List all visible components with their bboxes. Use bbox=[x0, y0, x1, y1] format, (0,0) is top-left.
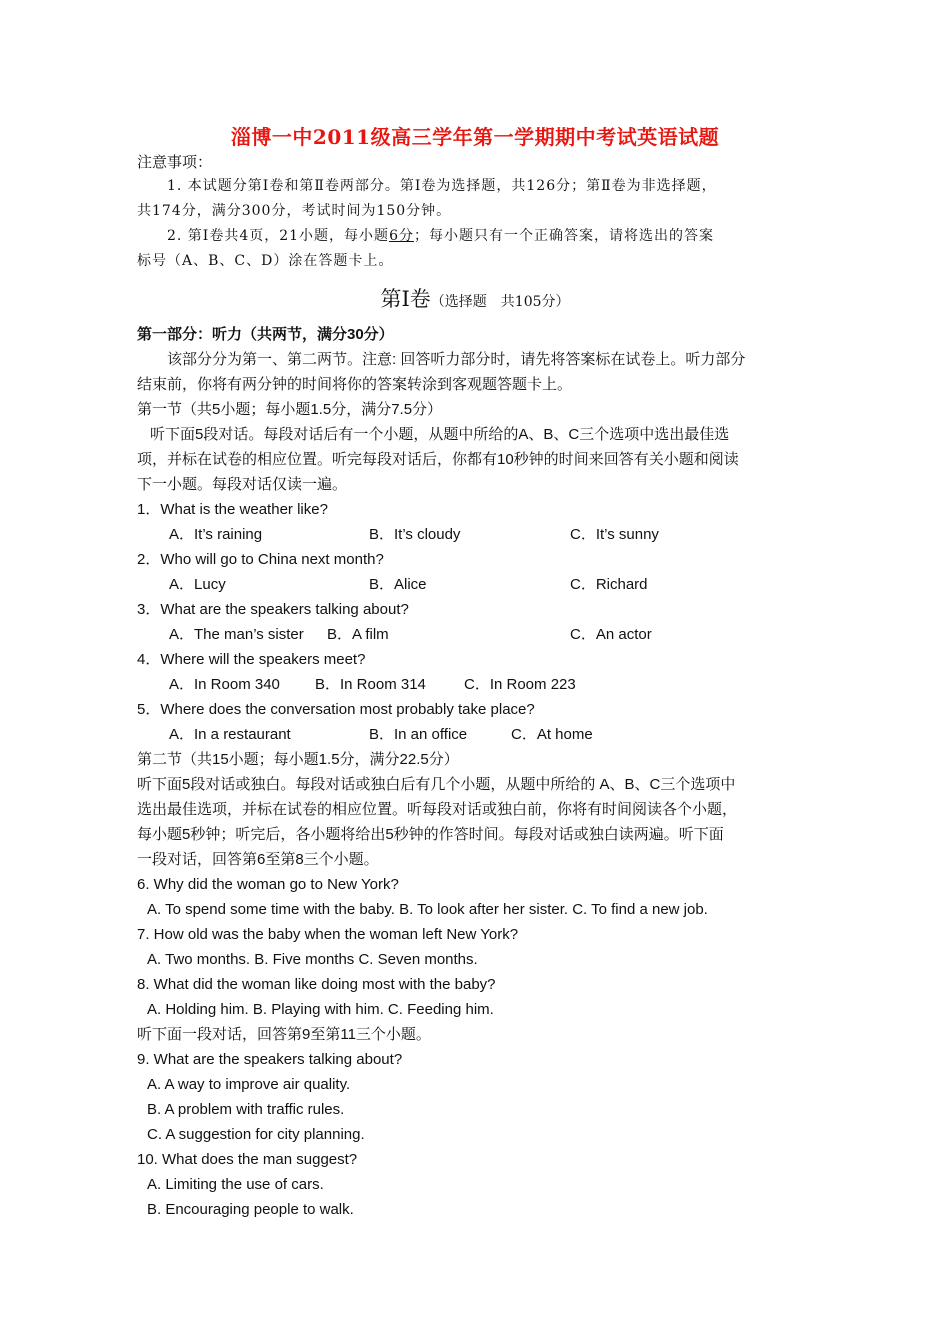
q4-option-b: B．In Room 314 bbox=[315, 676, 426, 693]
volume-heading-small: （选择题 共105分） bbox=[430, 294, 570, 310]
q9-option-b: B. A problem with traffic rules. bbox=[147, 1101, 345, 1118]
question-5-stem: 5．Where does the conversation most probably take place? bbox=[137, 701, 535, 718]
section1-para-3: 下一小题。每段对话仅读一遍。 bbox=[137, 476, 348, 493]
section2-para-4: 一段对话，回答第6至第8三个小题。 bbox=[137, 851, 379, 868]
q9-option-a: A. A way to improve air quality. bbox=[147, 1076, 351, 1093]
q5-option-a: A．In a restaurant bbox=[169, 726, 291, 743]
q10-option-b: B. Encouraging people to walk. bbox=[147, 1201, 354, 1218]
q4-option-a: A．In Room 340 bbox=[169, 676, 280, 693]
notice-line-3-a: 2. 第Ⅰ卷共4页，21小题，每小题 bbox=[167, 228, 390, 244]
section1-heading: 第一节（共5小题；每小题1.5分，满分7.5分） bbox=[137, 401, 443, 418]
notice-heading: 注意事项： bbox=[137, 154, 213, 171]
question-4-stem: 4．Where will the speakers meet? bbox=[137, 651, 366, 668]
question-3-stem: 3．What are the speakers talking about? bbox=[137, 601, 409, 618]
section3-intro: 听下面一段对话，回答第9至第11三个小题。 bbox=[137, 1026, 431, 1043]
question-7-stem: 7. How old was the baby when the woman left New York? bbox=[137, 926, 519, 943]
q10-option-a: A. Limiting the use of cars. bbox=[147, 1176, 324, 1193]
section2-para-2: 选出最佳选项，并标在试卷的相应位置。听每段对话或独白前，你将有时间阅读各个小题， bbox=[137, 801, 738, 818]
part1-heading: 第一部分：听力（共两节，满分30分） bbox=[137, 326, 394, 343]
q3-option-b: B．A film bbox=[327, 626, 389, 643]
notice-line-4: 标号（A、B、C、D）涂在答题卡上。 bbox=[137, 253, 394, 269]
q4-option-c: C．In Room 223 bbox=[464, 676, 576, 693]
volume-heading-big: 第Ⅰ卷 bbox=[380, 287, 431, 311]
q5-option-c: C．At home bbox=[511, 726, 593, 743]
q2-option-b: B．Alice bbox=[369, 576, 427, 593]
section1-para-2: 项，并标在试卷的相应位置。听完每段对话后，你都有10秒钟的时间来回答有关小题和阅读 bbox=[137, 451, 739, 468]
section2-para-3: 每小题5秒钟；听完后，各小题将给出5秒钟的作答时间。每段对话或独白读两遍。听下面 bbox=[137, 826, 724, 843]
question-7-options: A. Two months. B. Five months C. Seven months. bbox=[147, 951, 478, 968]
section2-para-1: 听下面5段对话或独白。每段对话或独白后有几个小题，从题中所给的 A、B、C三个选项中 bbox=[137, 776, 736, 793]
part1-para-1: 该部分分为第一、第二两节。注意: 回答听力部分时，请先将答案标在试卷上。听力部分 bbox=[167, 351, 746, 368]
question-8-options: A. Holding him. B. Playing with him. C. Feeding him. bbox=[147, 1001, 494, 1018]
q2-option-a: A．Lucy bbox=[169, 576, 226, 593]
part1-para-2: 结束前，你将有两分钟的时间将你的答案转涂到客观题答题卡上。 bbox=[137, 376, 573, 393]
section2-heading: 第二节（共15小题；每小题1.5分，满分22.5分） bbox=[137, 751, 459, 768]
notice-line-2: 共174分，满分300分，考试时间为150分钟。 bbox=[137, 203, 452, 219]
q1-option-b: B．It’s cloudy bbox=[369, 526, 461, 543]
q1-option-a: A．It’s raining bbox=[169, 526, 263, 543]
q2-option-c: C．Richard bbox=[570, 576, 648, 593]
q9-option-c: C. A suggestion for city planning. bbox=[147, 1126, 365, 1143]
question-6-options: A. To spend some time with the baby. B. To look after her sister. C. To find a new job. bbox=[147, 901, 708, 918]
notice-line-3 bbox=[167, 224, 847, 249]
q3-option-a: A．The man’s sister bbox=[169, 626, 304, 643]
question-1-stem: 1．What is the weather like? bbox=[137, 501, 328, 518]
notice-line-1: 1. 本试题分第Ⅰ卷和第Ⅱ卷两部分。第Ⅰ卷为选择题，共126分；第Ⅱ卷为非选择题， bbox=[167, 178, 717, 194]
q3-option-c: C．An actor bbox=[570, 626, 652, 643]
question-10-stem: 10. What does the man suggest? bbox=[137, 1151, 358, 1168]
q5-option-b: B．In an office bbox=[369, 726, 468, 743]
question-2-stem: 2．Who will go to China next month? bbox=[137, 551, 384, 568]
question-9-stem: 9. What are the speakers talking about? bbox=[137, 1051, 403, 1068]
question-8-stem: 8. What did the woman like doing most with the baby? bbox=[137, 976, 496, 993]
exam-title: 淄博一中2011级高三学年第一学期期中考试英语试题 bbox=[230, 125, 720, 149]
notice-line-3-b: ；每小题只有一个正确答案，请将选出的答案 bbox=[413, 228, 714, 244]
notice-line-3-underline: 6分 bbox=[389, 228, 414, 244]
section1-para-1: 听下面5段对话。每段对话后有一个小题，从题中所给的A、B、C三个选项中选出最佳选 bbox=[150, 426, 730, 443]
volume-heading bbox=[0, 283, 950, 313]
question-6-stem: 6. Why did the woman go to New York? bbox=[137, 876, 399, 893]
q1-option-c: C．It’s sunny bbox=[570, 526, 659, 543]
